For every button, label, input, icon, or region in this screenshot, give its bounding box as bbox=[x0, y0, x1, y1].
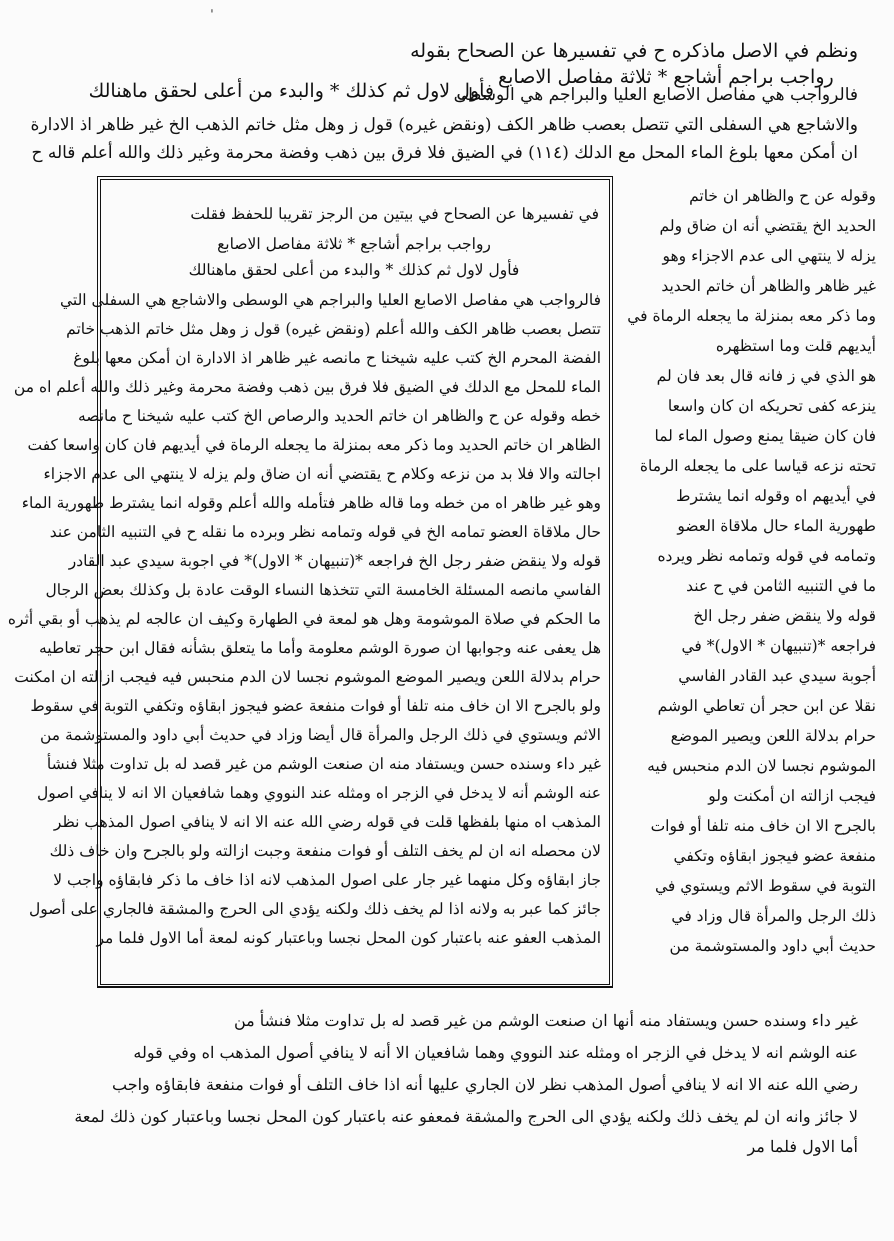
top-line-6: ان أمكن معها بلوغ الماء المحل مع الدلك (١١٤) في الضيق فلا فرق بين ذهب وفضة محرمة وغير ذلك والله أعلم قاله ح bbox=[31, 143, 858, 163]
margin-line: وما ذكر معه بمنزلة ما يجعله الرماة في bbox=[627, 306, 876, 325]
box-line: جائز كما عبر به ولانه اذا لم يخف ذلك ولكنه يؤدي الى الحرج والمشقة فالجاري على أصول bbox=[28, 899, 601, 918]
box-line: ما الحكم في صلاة الموشومة وهل هو لمعة في الطهارة وكيف ان عالجه لم يذهب أو بقي أثره bbox=[7, 609, 601, 628]
margin-line: ما في التنبيه الثامن في ح عند bbox=[686, 576, 876, 595]
margin-line: أيديهم قلت وما استظهره bbox=[715, 336, 876, 355]
margin-line: أجوبة سيدي عبد القادر الفاسي bbox=[678, 666, 876, 685]
bottom-line-3: رضي الله عنه الا انه لا ينافي أصول المذهب نظر لان الجاري عليها أنه اذا خاف التلف أو فوات منفعة فابقاؤه واجب bbox=[112, 1075, 858, 1094]
margin-line: بالجرح الا ان خاف منه تلفا أو فوات bbox=[650, 816, 876, 835]
margin-line: وتمامه في قوله وتمامه نظر ويرده bbox=[657, 546, 876, 565]
bottom-line-1: غير داء وسنده حسن ويستفاد منه أنها ان صنعت الوشم من غير قصد له بل تداوت مثلا فنشأ من bbox=[233, 1011, 858, 1030]
box-line: المذهب العفو عنه باعتبار كون المحل نجسا وباعتبار كونه لمعة أما الاول فلما مر bbox=[96, 928, 601, 947]
box-line: الظاهر ان خاتم الحديد وما ذكر معه بمنزلة ما يجعله الرماة في أيديهم فان كان واسعا كفت bbox=[27, 435, 601, 454]
box-line: لان محصله انه ان لم يخف التلف أو فوات منفعة وجبت ازالته ولو بالجرح وان خاف ذلك bbox=[49, 841, 601, 860]
top-line-1: ونظم في الاصل ماذكره ح في تفسيرها عن الصحاح بقوله bbox=[410, 40, 858, 62]
margin-line: منفعة عضو فيجوز ابقاؤه وتكفي bbox=[673, 846, 876, 865]
box-line: فالرواجب هي مفاصل الاصابع العليا والبراجم هي الوسطى والاشاجع هي السفلى التي bbox=[59, 290, 601, 309]
margin-line: فراجعه *(تنبيهان * الاول)* في bbox=[681, 636, 876, 655]
box-line: غير داء وسنده حسن ويستفاد منه ان صنعت الوشم من غير قصد له بل تداوت مثلا فنشأ bbox=[46, 754, 601, 773]
box-line: قوله ولا ينقض ضفر رجل الخ فراجعه *(تنبيهان * الاول)* في اجوبة سيدي عبد القادر bbox=[68, 551, 601, 570]
box-verse-1: رواجب براجم أشاجع * ثلاثة مفاصل الاصابع bbox=[217, 234, 491, 253]
bottom-line-5: أما الاول فلما مر bbox=[747, 1137, 858, 1156]
margin-line: فيجب ازالته ان أمكنت ولو bbox=[708, 786, 876, 805]
box-line: خطه وقوله عن ح والظاهر ان خاتم الحديد والرصاص الخ كتب عليه شيخنا ح مانصه bbox=[77, 406, 601, 425]
top-line-2: رواجب براجم أشاجع * ثلاثة مفاصل الاصابع bbox=[498, 66, 834, 88]
main-text-frame bbox=[7, 176, 613, 988]
margin-line: في أيديهم اه وقوله انما يشترط bbox=[676, 486, 876, 505]
bottom-line-4: لا جائز وانه ان لم يخف ذلك ولكنه يؤدي الى الحرج والمشقة فمعفو عنه باعتبار كون المحل نجسا وباعتبار كون ذلك لمعة bbox=[74, 1107, 858, 1126]
box-verse-2: فأول لاول ثم كذلك * والبدء من أعلى لحقق ماهنالك bbox=[188, 260, 520, 279]
box-intro: في تفسيرها عن الصحاح في بيتين من الرجز تقريبا للحفظ فقلت bbox=[190, 204, 599, 223]
margin-line: هو الذي في ز فانه قال بعد فان لم bbox=[656, 366, 876, 385]
box-line: ولو بالجرح الا ان خاف منه تلفا أو فوات منفعة عضو فيجوز ابقاؤه وتكفي التوبة في سقوط bbox=[30, 696, 601, 715]
box-line: الفضة المحرم الخ كتب عليه شيخنا ح مانصه غير ظاهر اذ الادارة ان أمكن معها بلوغ bbox=[73, 348, 601, 367]
margin-line: الحديد الخ يقتضي أنه ان ضاق ولم bbox=[659, 216, 876, 235]
margin-line: حرام بدلالة اللعن ويصير الموضع bbox=[670, 726, 876, 745]
margin-line: غير ظاهر والظاهر أن خاتم الحديد bbox=[661, 276, 876, 295]
margin-line: تحته نزعه قياسا على ما يجعله الرماة bbox=[639, 456, 876, 475]
box-line: الماء للمحل مع الدلك في الضيق فلا فرق بين ذهب وفضة محرمة وغير ذلك والله أعلم اه من bbox=[13, 377, 601, 396]
top-line-4: فالرواجب هي مفاصل الاصابع العليا والبراجم هي الوسطى bbox=[453, 85, 858, 105]
margin-line: فان كان ضيقا يمنع وصول الماء لما bbox=[654, 426, 876, 445]
box-line: حرام بدلالة اللعن ويصير الموضع الموشوم نجسا لان الدم منحبس فيه فيجب ازالته ان امكنت bbox=[14, 667, 601, 686]
margin-line: يزله لا ينتهي الى عدم الاجزاء وهو bbox=[662, 246, 876, 265]
bottom-line-2: عنه الوشم انه لا يدخل في الزجر اه ومثله عند النووي وهما شافعيان الا أنه لا ينافي أصول المذهب اه وفي قوله bbox=[133, 1043, 858, 1062]
box-line: المذهب اه منها بلفظها قلت في قوله رضي الله عنه الا انه لا ينافي اصول المذهب نظر bbox=[53, 812, 601, 831]
top-line-3: فأول لاول ثم كذلك * والبدء من أعلى لحقق ماهنالك bbox=[88, 80, 494, 102]
top-line-5: والاشاجع هي السفلى التي تتصل بعصب ظاهر الكف (ونقض غيره) قول ز وهل مثل خاتم الذهب الخ غير ظاهر اذ الادارة bbox=[30, 115, 858, 135]
margin-line: الموشوم نجسا لان الدم منحبس فيه bbox=[647, 756, 876, 775]
box-line: عنه الوشم أنه لا يدخل في الزجر اه ومثله عند النووي وهما شافعيان الا انه لا ينافي اصول bbox=[36, 783, 601, 802]
margin-line: وقوله عن ح والظاهر ان خاتم bbox=[689, 186, 876, 205]
box-line: جاز ابقاؤه وكل منهما غير جار على اصول المذهب لانه اذا خاف ما ذكر فابقاؤه واجب لا bbox=[53, 870, 601, 889]
scan-speck: ˈ bbox=[210, 8, 214, 24]
box-line: هل يعفى عنه وجوابها ان صورة الوشم معلومة وأما ما يتعلق بشأنه فقال ابن حجر تعاطيه bbox=[39, 638, 601, 657]
box-line: الاثم ويستوي في ذلك الرجل والمرأة قال أيضا وزاد في حديث أبي داود والمستوشمة من bbox=[40, 725, 601, 744]
margin-line: قوله ولا ينقض ضفر رجل الخ bbox=[693, 606, 876, 625]
margin-line: حديث أبي داود والمستوشمة من bbox=[669, 936, 876, 955]
box-line: تتصل بعصب ظاهر الكف والله أعلم (ونقض غيره) قول ز وهل مثل خاتم الذهب خاتم bbox=[66, 319, 601, 338]
bottom-rule bbox=[97, 986, 613, 988]
margin-line: نقلا عن ابن حجر أن تعاطي الوشم bbox=[657, 696, 876, 715]
box-line: وهو غير ظاهر اه من خطه وما قاله ظاهر فتأمله والله أعلم وقوله انما يشترط طهورية الماء bbox=[21, 493, 601, 512]
box-line: اجالته والا فلا بد من نزعه وكلام ح يقتضي أنه ان ضاق ولم يزله لا ينتهي الى عدم الاجزاء bbox=[43, 464, 601, 483]
box-line: الفاسي مانصه المسئلة الخامسة التي تتخذها النساء الوقت عادة بل وكذلك بعض الرجال bbox=[45, 580, 601, 599]
box-line: حال ملاقاة العضو تمامه الخ في قوله وتمامه نظر وبرده ما نقله ح في التنبيه الثامن عند bbox=[49, 522, 601, 541]
margin-line: ذلك الرجل والمرأة قال وزاد في bbox=[671, 906, 876, 925]
margin-line: التوبة في سقوط الاثم ويستوي في bbox=[654, 876, 876, 895]
margin-line: ينزعه كفى تحريكه ان كان واسعا bbox=[667, 396, 876, 415]
margin-line: طهورية الماء حال ملاقاة العضو bbox=[677, 516, 876, 535]
